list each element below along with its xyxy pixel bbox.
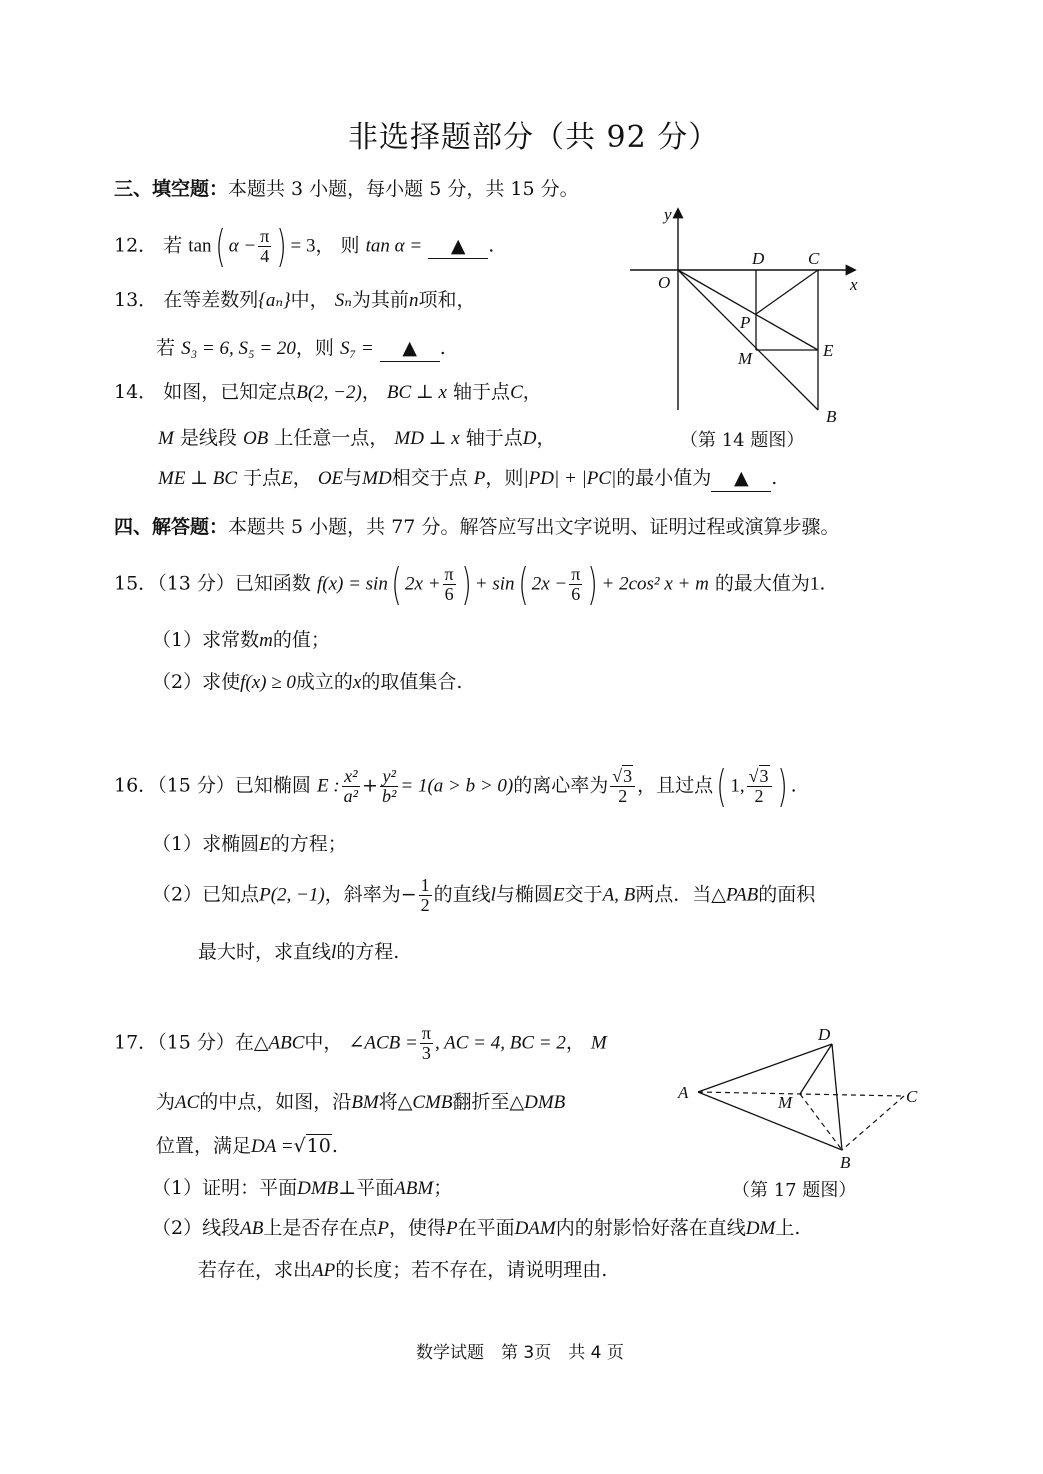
q14-md: MD [362, 468, 392, 489]
question-12: 12． 若 tan( α − $\frac{\pi}{4}$ ) = 3， 则 tan α = ▲ . [114, 221, 495, 272]
q15-p2-x: x [352, 672, 362, 693]
q14-l1a: 如图，已知定点 [163, 381, 297, 403]
q13-number: 13． [114, 289, 158, 311]
q14-l1d: ， [522, 381, 542, 403]
q16-plus: + [362, 774, 378, 797]
q14-ob: OB [242, 428, 269, 449]
q14-answer-blank: ▲ [711, 466, 771, 492]
q12-then: 则 [340, 234, 360, 257]
q17-l3a: 位置，满足 [156, 1135, 252, 1157]
q17-ac: AC [175, 1092, 200, 1113]
q17-score: （15 分） [157, 1031, 235, 1054]
edge-cb-dashed [842, 1096, 904, 1150]
fig17-label-c: C [906, 1087, 918, 1106]
q13-answer-blank: ▲ [380, 336, 440, 362]
q15-p2: （2）求使 [152, 671, 241, 693]
fig14-label-m: M [738, 349, 753, 368]
q14-me-perp: ME ⊥ BC [158, 468, 238, 489]
q17-p2-ap: AP [312, 1260, 336, 1281]
q17-p2-dm: DM [745, 1218, 776, 1239]
q16-score: （15 分） [157, 774, 235, 797]
section4-heading [114, 512, 839, 539]
q13-then: ，则 [295, 337, 334, 359]
fig14-label-x: x [850, 275, 858, 294]
q14-md-perp: MD ⊥ x [394, 428, 460, 449]
q16-ecc-value: $\frac{√3}{2}$ [610, 767, 635, 806]
question-14-line2 [158, 426, 556, 452]
q12-pi-over-4: $\frac{\pi}{4}$ [260, 226, 270, 267]
q16-p2-l2b: 的方程. [336, 941, 400, 963]
q16-l-2: l [331, 942, 337, 963]
q17-part1 [152, 1176, 452, 1202]
q13-if: 若 [156, 337, 176, 359]
q16-point-p: P(2, −1) [259, 884, 325, 906]
q14-l3d: 与 [343, 467, 363, 489]
q13-text3: 为其前 [351, 289, 409, 311]
q14-l3g: 的最小值为 [616, 467, 712, 489]
q14-point-d: D [522, 428, 537, 449]
q16-p2a: （2）已知点 [152, 883, 260, 906]
q15-intro: 已知函数 [234, 572, 311, 595]
q16-slope: $\frac{1}{2}$ [420, 875, 430, 915]
q16-p1: （1）求椭圆 [152, 833, 260, 855]
q12-eq: = 3， [290, 235, 335, 257]
question-14-line3 [158, 466, 777, 492]
q13-s7: S₇ = [339, 338, 374, 359]
fig14-label-d: D [752, 249, 765, 268]
q17-bm: BM [351, 1092, 379, 1113]
q16-l: l [490, 884, 496, 906]
q13-end: . [439, 337, 446, 359]
q12-answer-blank: ▲ [428, 234, 488, 260]
q17-p1-perp: ⊥ [338, 1177, 357, 1199]
question-14-line1 [114, 380, 542, 406]
q16-part2-line2 [198, 940, 399, 966]
q15-p2-end: 的取值集合. [361, 671, 463, 693]
q14-l1b: ， [361, 381, 381, 403]
q17-part2-line1 [152, 1216, 800, 1242]
figure-17-diagram [672, 1024, 932, 1174]
q12-pre: 若 [163, 234, 183, 257]
q15-number: 15． [114, 572, 158, 595]
q15-part1 [152, 628, 330, 654]
question-13-line2 [156, 336, 446, 362]
q17-l2a: 为 [156, 1091, 176, 1113]
q14-bc-perp: BC ⊥ x [386, 382, 447, 403]
q16-pt-y: $\frac{√3}{2}$ [747, 767, 772, 806]
fig14-label-e: E [823, 341, 834, 360]
q14-l3c: ， [292, 467, 312, 489]
q17-l3b: . [331, 1135, 338, 1157]
q16-pass: ，且过点 [637, 774, 714, 797]
q17-angle: ∠ACB = [348, 1032, 418, 1054]
q17-pi-over-3: $\frac{\pi}{3}$ [421, 1023, 431, 1063]
fig14-label-y: y [664, 205, 672, 224]
q15-tail: + 2cos² x + m [601, 573, 709, 595]
q12-end: . [488, 234, 495, 257]
q17-intro: 在 [234, 1031, 254, 1054]
q16-number: 16． [114, 774, 158, 797]
fig14-label-b: B [826, 407, 837, 426]
q15-tail2: 的最大值为 [714, 572, 810, 595]
q17-number: 17． [114, 1031, 158, 1054]
q14-l3b: 于点 [243, 467, 282, 489]
q17-p1-dmb: DMB [297, 1178, 339, 1199]
question-17-line1 [114, 1024, 607, 1063]
q15-2x-minus: 2x − [531, 573, 568, 595]
q17-part2-line2 [198, 1258, 607, 1284]
q16-x2-over-a2: $\frac{\text{x²}}{\text{a²}}$ [343, 766, 359, 807]
fig14-label-c: C [808, 249, 820, 268]
q15-p1: （1）求常数 [152, 629, 260, 651]
q17-p1c: ； [433, 1177, 453, 1199]
q14-oe: OE [317, 468, 344, 489]
q13-text1: 在等差数列 [163, 289, 259, 311]
q16-p2f: 两点．当 [635, 883, 712, 906]
q12-tan-alpha: tan α = [365, 235, 423, 257]
q16-ecc-text: 的离心率为 [513, 774, 609, 797]
q13-sn: Sₙ [334, 290, 352, 311]
q17-p2-l2a: 若存在，求出 [198, 1259, 313, 1281]
q15-score: （13 分） [157, 572, 235, 595]
q16-e: E : [316, 775, 340, 797]
q14-expr: |PD| + |PC| [523, 468, 617, 489]
q17-l2d: 翻折至 [452, 1091, 510, 1113]
q15-p2-expr: f(x) ≥ 0 [240, 672, 296, 693]
q17-dmb: △DMB [509, 1092, 566, 1113]
figure-17-caption: （第 17 题图） [732, 1180, 857, 1201]
q17-da: DA = [251, 1136, 294, 1157]
q17-p1-abm: ABM [394, 1178, 434, 1199]
q17-abc: △ABC [253, 1032, 305, 1054]
q17-p2-p: P [377, 1218, 389, 1239]
q13-text4: 项和， [418, 289, 476, 311]
fig17-label-m: M [778, 1093, 793, 1112]
q14-point-e: E [281, 468, 293, 489]
section3-head: 三、填空题： [114, 178, 229, 200]
q17-p2a: （2）线段 [152, 1217, 241, 1239]
q13-text2: 中， [290, 289, 329, 311]
segment-oe [678, 270, 818, 350]
q17-sqrt10: 10 [306, 1135, 331, 1157]
q13-condition: S₃ = 6, S₅ = 20 [181, 338, 296, 359]
question-15: 15．（13 分）已知函数 f(x) = sin( 2x + $\frac{\pi}{6}$ ) + sin( 2x − $\frac{\pi}{6}$ ) + 2cos² x + m 的最大值为1. [114, 559, 826, 610]
q16-p1-e: E [259, 834, 271, 855]
q16-p2g: 的面积 [758, 883, 816, 906]
question-17-line2 [156, 1090, 565, 1116]
q16-eq: = 1(a > b > 0) [400, 775, 514, 797]
q17-l2c: 将 [378, 1091, 398, 1113]
q16-ab: A, B [602, 884, 636, 906]
figure-14-caption: （第 14 题图） [680, 430, 805, 451]
question-16: 16．（15 分）已知椭圆 E : $\frac{\text{x²}}{\text{a²}}$ + $\frac{\text{y²}}{\text{b²}}$ = 1(a > b > 0)的离心率为 $\frac{√3}{2}$ ，且过点( 1, $\frac{√3}{2}$ ) . [114, 761, 797, 812]
q17-p2c: ，使得 [388, 1217, 446, 1239]
q17-p2-l2b: 的长度；若不存在，请说明理由. [335, 1259, 608, 1281]
fig17-label-a: A [678, 1083, 689, 1102]
q14-l1c: 轴于点 [453, 381, 511, 403]
q17-p2f: 上. [775, 1217, 801, 1239]
q14-l2b: 是线段 [179, 427, 237, 449]
q12-alpha: α − [228, 235, 257, 257]
q16-y2-over-b2: $\frac{\text{y²}}{\text{b²}}$ [381, 766, 397, 807]
q17-p2e: 内的射影恰好落在直线 [555, 1217, 746, 1239]
figure-14-diagram [628, 200, 868, 430]
fig17-label-d: D [818, 1025, 831, 1044]
q16-part1 [152, 832, 347, 858]
q17-l2b: 的中点，如图，沿 [199, 1091, 352, 1113]
q17-cond: , AC = 4, BC = 2 [434, 1032, 566, 1054]
q15-plus-sin: + sin [474, 573, 515, 595]
q16-p2c: 的直线 [433, 883, 491, 906]
q16-p2-l2a: 最大时，求直线 [198, 941, 332, 963]
q14-l3e: 相交于点 [391, 467, 468, 489]
fig14-label-p: P [740, 313, 751, 332]
q14-m: M [158, 428, 174, 449]
q14-l3f: ，则 [485, 467, 524, 489]
edge-db [832, 1044, 842, 1150]
q15-one: 1 [809, 573, 820, 595]
page-title: 非选择题部分（共 92 分） [348, 120, 720, 155]
q15-pi-over-6-a: $\frac{\pi}{6}$ [444, 564, 454, 605]
q15-fx: f(x) = sin [316, 573, 388, 595]
q17-p2-ab: AB [240, 1218, 264, 1239]
q16-p2e: 交于 [564, 883, 603, 906]
q17-mid: 中， [304, 1031, 343, 1054]
q16-p2b: ，斜率为 [324, 883, 401, 906]
q16-p1-end: 的方程； [270, 833, 347, 855]
q14-end: . [771, 467, 778, 489]
question-13-line1 [114, 288, 475, 314]
segment-pc [756, 270, 818, 314]
q16-p2d: 与椭圆 [495, 883, 553, 906]
segment-ob [678, 270, 818, 410]
q17-m: M [590, 1032, 607, 1054]
q14-l2c: 上任意一点， [274, 427, 389, 449]
edge-ab [698, 1092, 842, 1150]
section3-desc: 本题共 3 小题，每小题 5 分，共 15 分。 [228, 178, 579, 200]
q16-pt-one: 1, [730, 775, 745, 797]
q17-cmb: △CMB [397, 1092, 453, 1113]
q14-l2e: ， [536, 427, 556, 449]
fig14-label-o: O [658, 273, 671, 292]
page-footer: 数学试题 第 3页 共 4 页 [416, 1343, 624, 1363]
q13-n: n [408, 290, 419, 311]
q17-p2-dam: DAM [514, 1218, 556, 1239]
q14-l2d: 轴于点 [465, 427, 523, 449]
q12-tan: tan [188, 235, 212, 257]
q15-pi-over-6-b: $\frac{\pi}{6}$ [571, 564, 581, 605]
q15-p1-m: m [259, 630, 273, 651]
q16-intro: 已知椭圆 [234, 774, 311, 797]
q14-point-b: B(2, −2) [296, 382, 362, 403]
q17-p2-p2: P [445, 1218, 458, 1239]
q14-point-p: P [473, 468, 486, 489]
q15-part2 [152, 670, 462, 696]
q17-p1b: 平面 [356, 1177, 395, 1199]
q12-number: 12． [114, 234, 158, 257]
q17-p2d: 在平面 [457, 1217, 515, 1239]
q13-an: {aₙ} [258, 290, 291, 311]
q16-pab: △PAB [711, 884, 759, 906]
edge-ad [698, 1044, 832, 1092]
q17-comma: ， [565, 1031, 585, 1054]
q14-number: 14． [114, 381, 158, 403]
q15-p1-end: 的值； [272, 629, 330, 651]
q16-part2-line1 [152, 876, 815, 915]
section4-head: 四、解答题： [114, 516, 229, 538]
question-17-line3: 位置，满足DA =√10. [156, 1135, 338, 1157]
q16-p2-e: E [552, 884, 565, 906]
edge-dm [800, 1044, 832, 1094]
q17-p2b: 上是否存在点 [263, 1217, 378, 1239]
section4-desc: 本题共 5 小题，共 77 分。解答应写出文字说明、证明过程或演算步骤。 [228, 516, 840, 538]
q16-minus: − [400, 883, 417, 906]
section3-heading [114, 174, 579, 201]
fig17-label-b: B [840, 1153, 851, 1172]
q14-point-c: C [510, 382, 523, 403]
q17-p1a: （1）证明：平面 [152, 1177, 298, 1199]
q15-p2-mid: 成立的 [295, 671, 353, 693]
q15-2x-plus: 2x + [405, 573, 441, 595]
